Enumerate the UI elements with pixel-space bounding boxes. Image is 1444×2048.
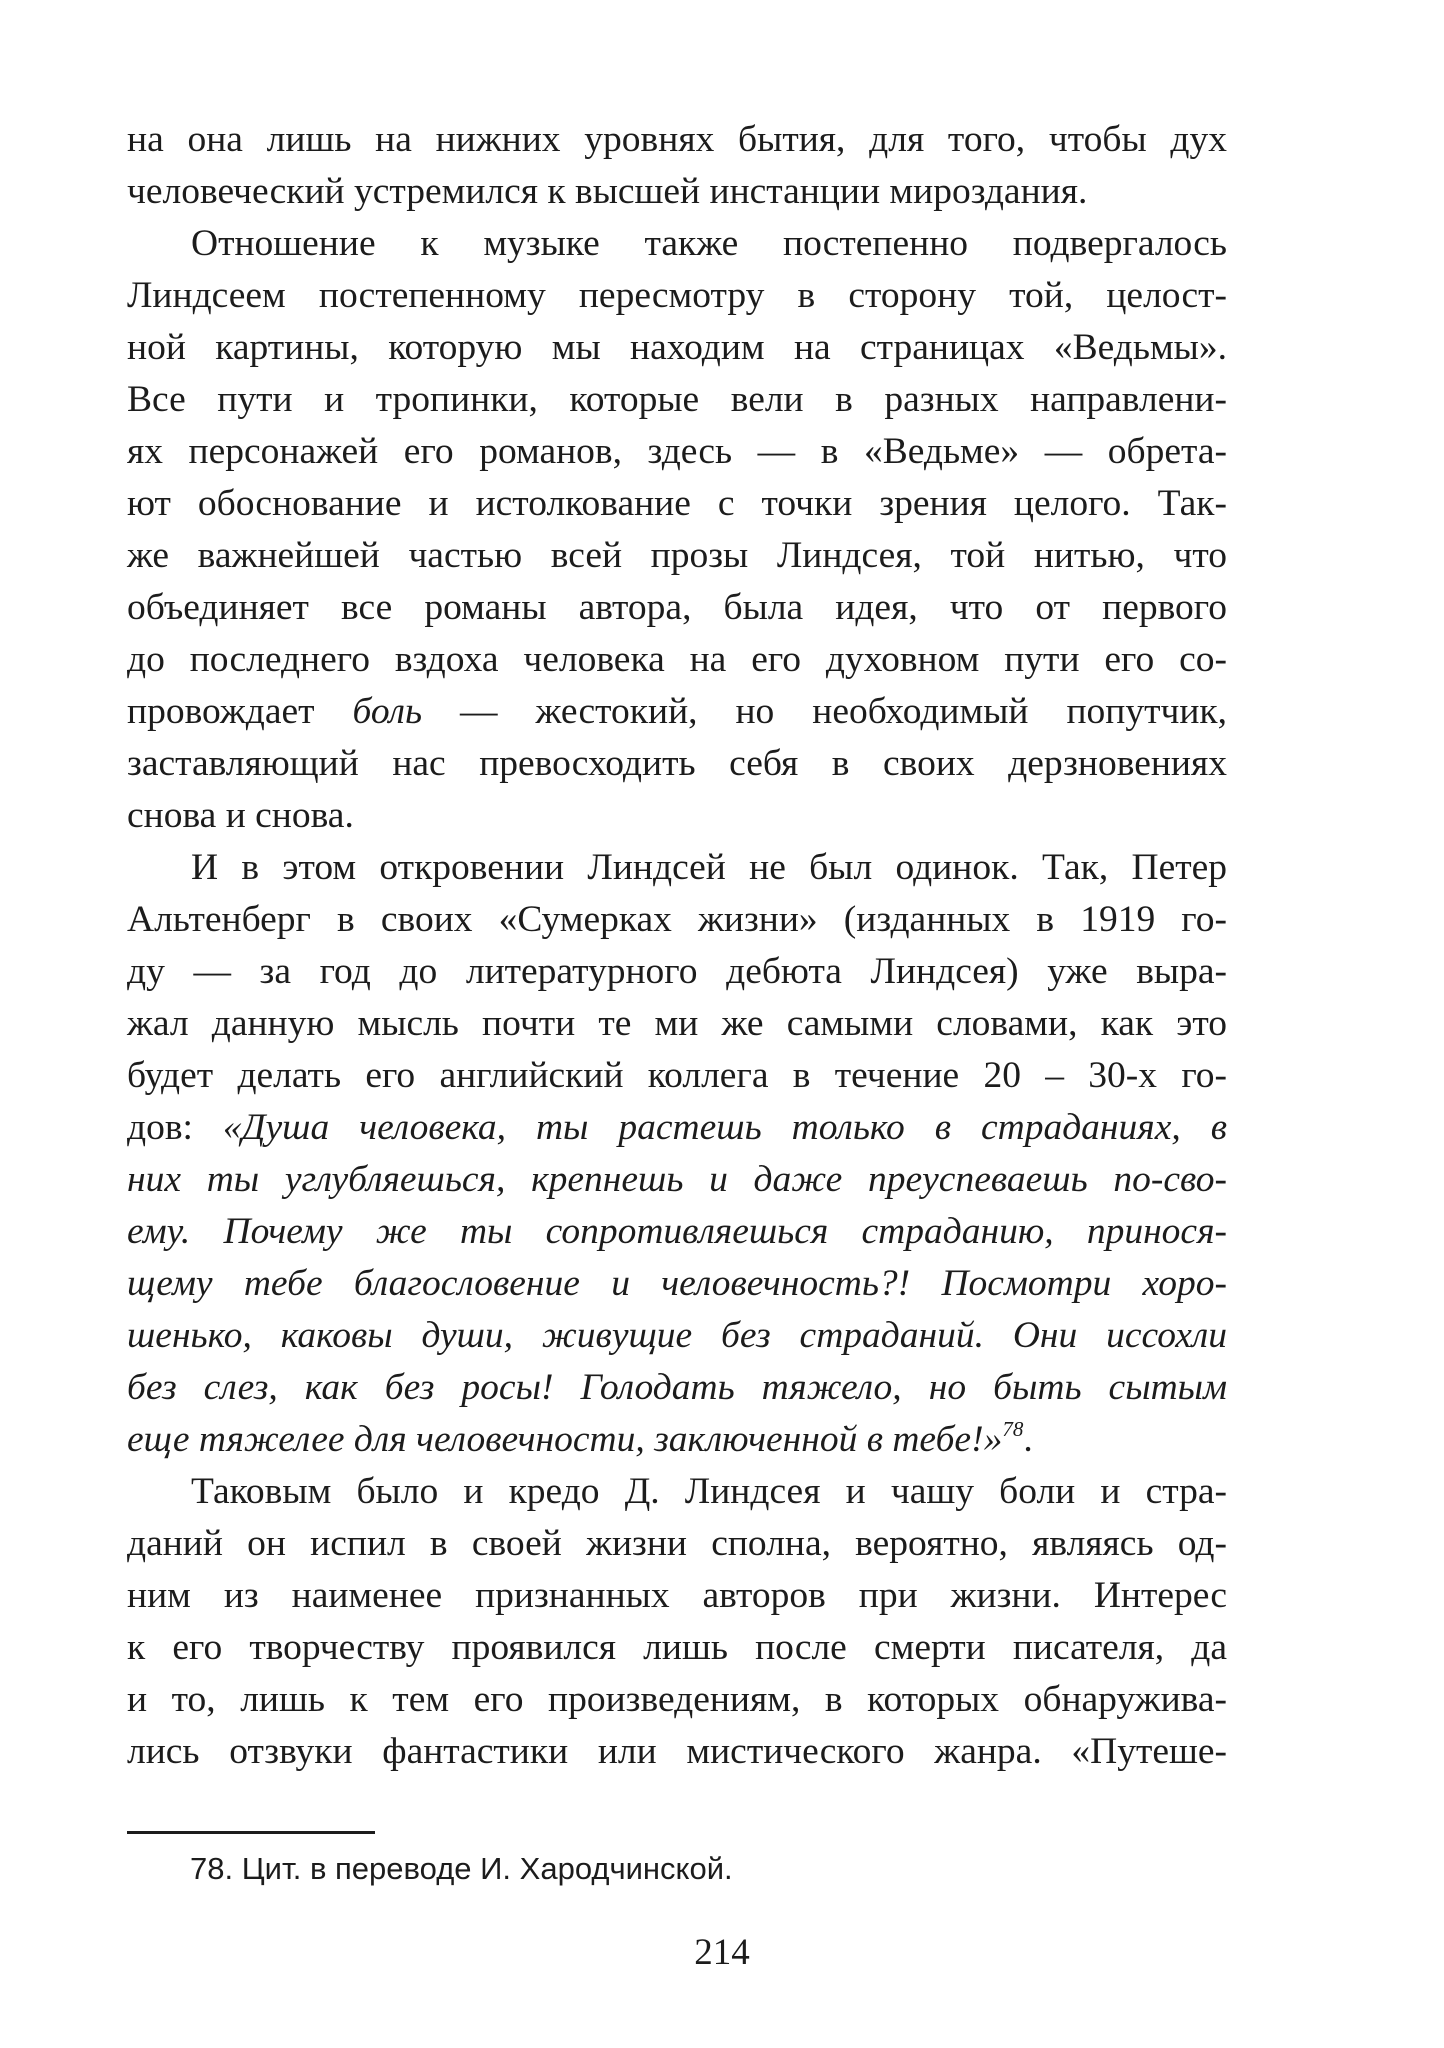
- text-line: ду — за год до литературного дебюта Линдсея) уже выра-: [127, 951, 1227, 992]
- quote-line: шенько, каковы души, живущие без страданий. Они иссохли: [127, 1315, 1227, 1356]
- text-line: объединяет все романы автора, была идея, что от первого: [127, 587, 1227, 628]
- footnote-marker: 78: [1002, 1417, 1024, 1441]
- text-line: Линдсеем постепенному пересмотру в сторону той, целост-: [127, 275, 1227, 316]
- quote-line: ему. Почему же ты сопротивляешься страданию, принося-: [127, 1211, 1227, 1252]
- text-line: жал данную мысль почти те ми же самыми словами, как это: [127, 1003, 1227, 1044]
- quote-line: без слез, как без росы! Голодать тяжело, но быть сытым: [127, 1367, 1227, 1408]
- quote-line: еще тяжелее для человечности, заключенной в тебе!»$^{78}$.: [127, 1417, 1033, 1460]
- text-line: на она лишь на нижних уровнях бытия, для того, чтобы дух: [127, 119, 1227, 160]
- text-line: Альтенберг в своих «Сумерках жизни» (изданных в 1919 го-: [127, 899, 1227, 940]
- text-line: же важнейшей частью всей прозы Линдсея, той нитью, что: [127, 535, 1227, 576]
- text-line: снова и снова.: [127, 795, 354, 836]
- text-line: дов: «Душа человека, ты растешь только в страданиях, в: [127, 1107, 1227, 1148]
- text-line: до последнего вздоха человека на его духовном пути его со-: [127, 639, 1227, 680]
- quote-line: них ты углубляешься, крепнешь и даже преуспеваешь по-сво-: [127, 1159, 1227, 1200]
- quote-text: «Душа человека, ты растешь только в страданиях, в: [222, 1107, 1227, 1148]
- text-line: Отношение к музыке также постепенно подвергалось: [191, 223, 1227, 264]
- footnote-divider: [127, 1831, 375, 1834]
- text-line: провождает боль — жестокий, но необходимый попутчик,: [127, 691, 1228, 732]
- text-line: И в этом откровении Линдсей не был одинок. Так, Петер: [191, 847, 1227, 888]
- text-line: человеческий устремился к высшей инстанции мироздания.: [127, 171, 1088, 212]
- text-line: даний он испил в своей жизни сполна, вероятно, являясь од-: [127, 1523, 1227, 1564]
- quote-line: щему тебе благословение и человечность?! Посмотри хоро-: [127, 1263, 1227, 1304]
- footnote: 78. Цит. в переводе И. Хародчинской.: [190, 1851, 733, 1886]
- text-line: и то, лишь к тем его произведениям, в которых обнаружива-: [127, 1679, 1227, 1720]
- text-line: лись отзвуки фантастики или мистического жанра. «Путеше-: [127, 1731, 1227, 1772]
- text-line: ной картины, которую мы находим на страницах «Ведьмы».: [127, 327, 1227, 368]
- emphasis-word: боль: [352, 691, 423, 732]
- text-line: Все пути и тропинки, которые вели в разных направлени-: [127, 379, 1227, 420]
- text-line: ях персонажей его романов, здесь — в «Ведьме» — обрета-: [127, 431, 1227, 472]
- text-line: ют обоснование и истолкование с точки зрения целого. Так-: [127, 483, 1227, 524]
- body-text: [127, 114, 1227, 1778]
- page-number: 214: [694, 1932, 750, 1973]
- text-line: ним из наименее признанных авторов при жизни. Интерес: [127, 1575, 1227, 1616]
- text-line: заставляющий нас превосходить себя в своих дерзновениях: [127, 743, 1227, 784]
- text-line: к его творчеству проявился лишь после смерти писателя, да: [127, 1627, 1227, 1668]
- text-line: будет делать его английский коллега в течение 20 – 30-х го-: [127, 1055, 1227, 1096]
- text-line: Таковым было и кредо Д. Линдсея и чашу боли и стра-: [191, 1471, 1227, 1512]
